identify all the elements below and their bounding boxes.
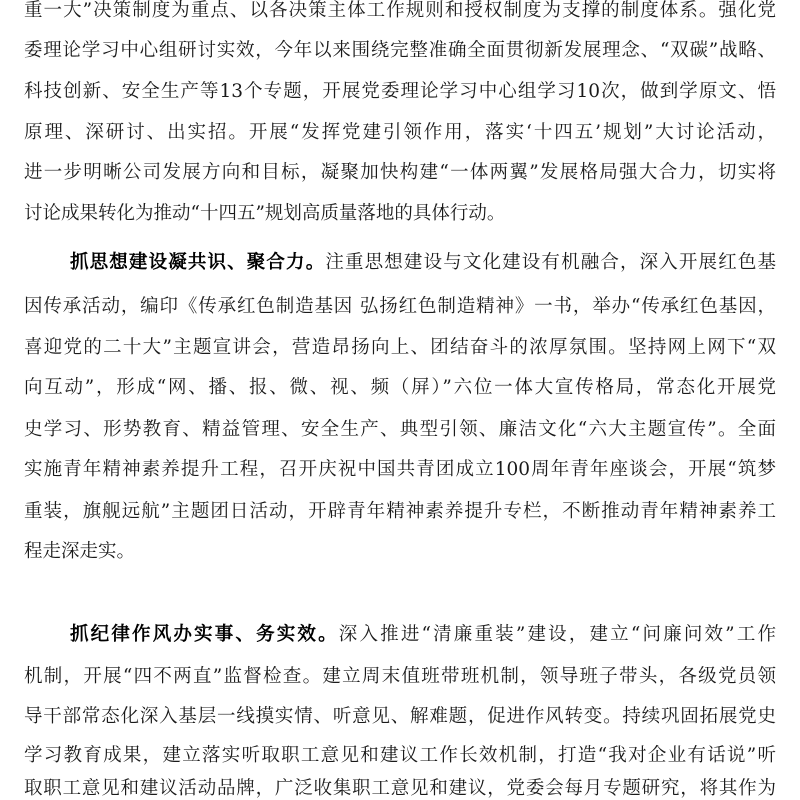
paragraph-2-line: 重装，旗舰远航”主题团日活动，开辟青年精神素养提升专栏，不断推动青年精神素养工 <box>24 501 776 522</box>
paragraph-2-line: 史学习、形势教育、精益管理、安全生产、典型引领、廉洁文化“六大主题宣传”。全面 <box>24 419 776 440</box>
paragraph-2-line: 因传承活动，编印《传承红色制造基因 弘扬红色制造精神》一书，举办“传承红色基因， <box>24 296 776 317</box>
paragraph-1-line: 重一大”决策制度为重点、以各决策主体工作规则和授权制度为支撑的制度体系。强化党 <box>24 0 776 21</box>
paragraph-3-line: 导干部常态化深入基层一线摸实情、听意见、解难题，促进作风转变。持续巩固拓展党史 <box>24 706 776 727</box>
paragraph-1-line: 科技创新、安全生产等13个专题，开展党委理论学习中心组学习10次，做到学原文、悟 <box>24 81 776 102</box>
paragraph-3-heading: 抓纪律作风办实事、务实效。 <box>70 624 339 645</box>
paragraph-1-line: 原理、深研讨、出实招。开展“发挥党建引领作用，落实‘十四五’规划”大讨论活动， <box>24 122 776 143</box>
paragraph-2-first-line <box>70 252 776 274</box>
paragraph-2-line: 向互动”，形成“网、播、报、微、视、频（屏）”六位一体大宣传格局，常态化开展党 <box>24 377 776 398</box>
paragraph-2-text: 注重思想建设与文化建设有机融合，深入开展红色基 <box>325 252 776 273</box>
paragraph-2-heading: 抓思想建设凝共识、聚合力。 <box>70 252 326 273</box>
paragraph-2-line: 喜迎党的二十大”主题宣讲会，营造昂扬向上、团结奋斗的浓厚氛围。坚持网上网下“双 <box>24 337 776 358</box>
paragraph-2-line: 程走深走实。 <box>24 541 136 562</box>
paragraph-3-first-line <box>70 624 776 646</box>
paragraph-3-line: 学习教育成果，建立落实听取职工意见和建议工作长效机制，打造“我对企业有话说”听 <box>24 745 776 766</box>
paragraph-1-line: 委理论学习中心组研讨实效，今年以来围绕完整准确全面贯彻新发展理念、“双碳”战略、 <box>24 40 776 61</box>
paragraph-3-line: 取职工意见和建议活动品牌，广泛收集职工意见和建议，党委会每月专题研究，将其作为 <box>24 778 776 799</box>
paragraph-3-text: 深入推进“清廉重装”建设，建立“问廉问效”工作 <box>338 624 776 645</box>
paragraph-1-line: 进一步明晰公司发展方向和目标，凝聚加快构建“一体两翼”发展格局强大合力，切实将 <box>24 162 776 183</box>
paragraph-2-line: 实施青年精神素养提升工程，召开庆祝中国共青团成立100周年青年座谈会，开展“筑梦 <box>24 459 776 480</box>
paragraph-3-line: 机制，开展“四不两直”监督检查。建立周末值班带班机制，领导班子带头，各级党员领 <box>24 666 776 687</box>
paragraph-1-line: 讨论成果转化为推动“十四五”规划高质量落地的具体行动。 <box>24 203 506 224</box>
